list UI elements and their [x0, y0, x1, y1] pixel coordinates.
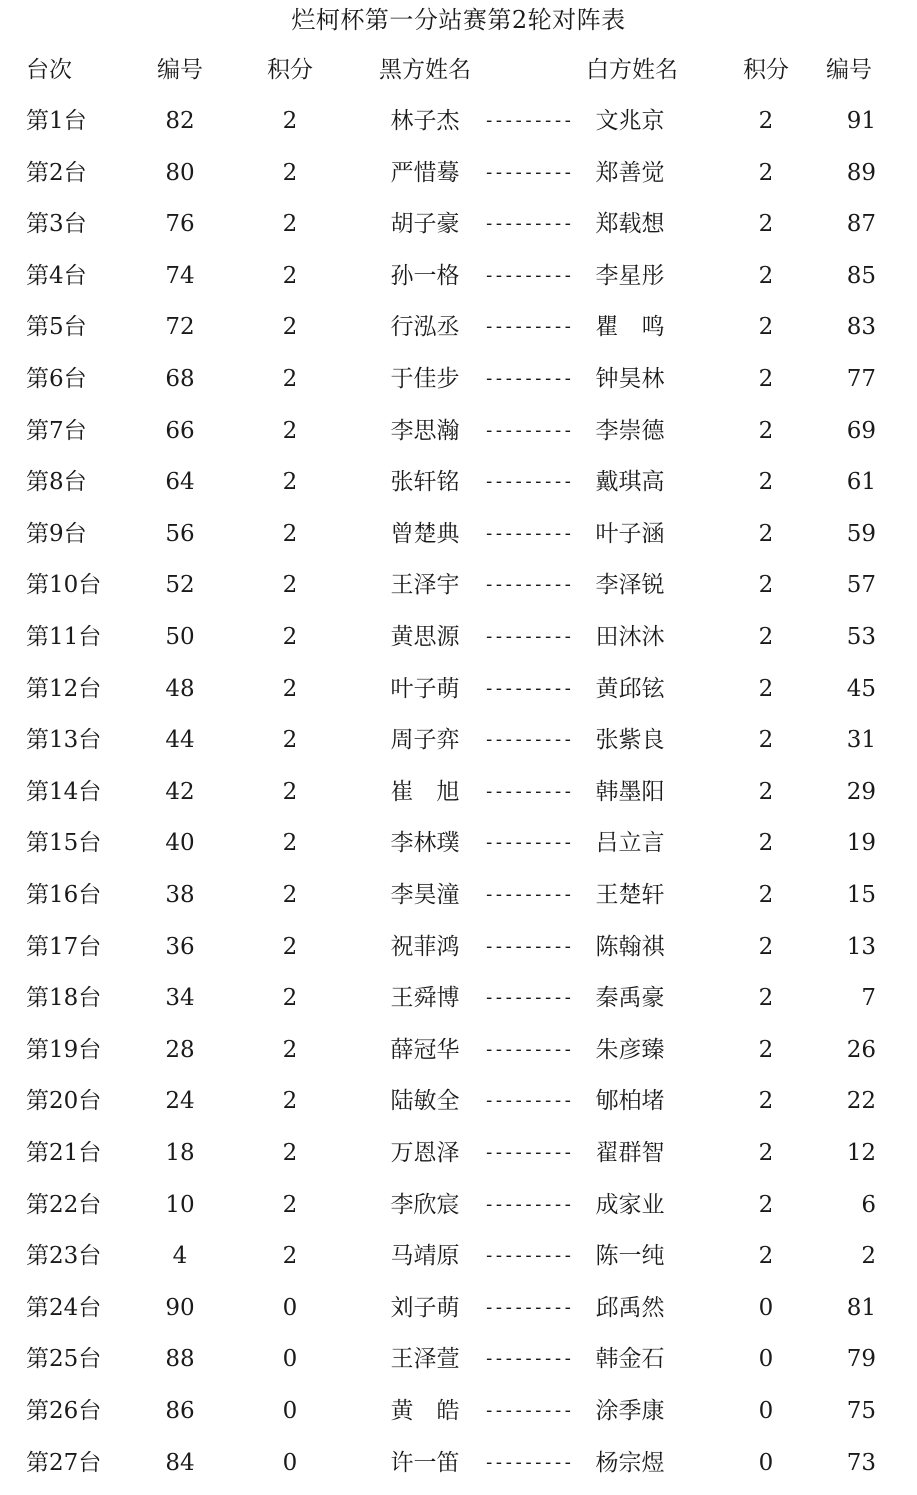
- black-name: 王舜博: [390, 985, 460, 1012]
- versus-separator: ---------: [483, 1400, 573, 1421]
- white-name: 郑善觉: [595, 159, 665, 186]
- white-name: 秦禹豪: [595, 985, 665, 1012]
- white-score: 2: [758, 572, 774, 599]
- header-white-num: 编号: [826, 57, 872, 83]
- white-score: 2: [758, 882, 774, 908]
- versus-separator: ---------: [483, 884, 573, 905]
- white-score: 2: [758, 366, 774, 392]
- black-name: 孙一格: [390, 262, 460, 289]
- header-black-num: 编号: [157, 57, 203, 83]
- table-number: 第19台: [26, 1036, 102, 1063]
- white-name: 邱禹然: [595, 1294, 665, 1321]
- header-white-name: 白方姓名: [586, 57, 678, 83]
- table-number: 第22台: [26, 1191, 102, 1218]
- versus-separator: ---------: [483, 1193, 573, 1215]
- versus-separator: ---------: [483, 626, 573, 647]
- white-score: 2: [758, 778, 774, 805]
- header-black-name: 黑方姓名: [379, 57, 471, 83]
- black-name: 王泽萱: [390, 1346, 460, 1373]
- black-name: 祝菲鸿: [390, 933, 460, 960]
- black-score: 2: [282, 417, 298, 444]
- black-number: 10: [165, 1191, 195, 1218]
- table-header: [0, 50, 917, 90]
- table-number: 第20台: [26, 1088, 102, 1115]
- white-score: 2: [758, 1191, 774, 1218]
- black-number: 4: [172, 1243, 188, 1270]
- table-row: [0, 1391, 917, 1431]
- white-name: 田沐沐: [595, 624, 665, 650]
- table-row: [0, 720, 917, 760]
- versus-separator: ---------: [483, 987, 573, 1009]
- white-score: 2: [758, 314, 774, 341]
- versus-separator: ---------: [483, 161, 573, 183]
- black-score: 0: [282, 1398, 298, 1424]
- table-number: 第23台: [26, 1243, 102, 1270]
- table-number: 第13台: [26, 727, 102, 754]
- black-number: 74: [165, 262, 195, 289]
- table-number: 第11台: [26, 624, 102, 650]
- table-number: 第24台: [26, 1294, 102, 1321]
- table-row: [0, 1236, 917, 1276]
- black-number: 52: [165, 572, 195, 599]
- versus-separator: ---------: [483, 1451, 573, 1473]
- table-row: [0, 875, 917, 915]
- white-name: 叶子涵: [595, 520, 665, 547]
- black-name: 于佳步: [390, 366, 460, 392]
- black-name: 胡子豪: [390, 211, 460, 238]
- versus-separator: ---------: [483, 1142, 573, 1163]
- white-number: 61: [846, 469, 876, 496]
- white-number: 81: [846, 1294, 876, 1321]
- table-row: [0, 927, 917, 967]
- black-number: 76: [165, 211, 195, 238]
- black-name: 曾楚典: [390, 520, 460, 547]
- versus-separator: ---------: [483, 110, 573, 131]
- black-score: 2: [282, 985, 298, 1012]
- black-score: 2: [282, 778, 298, 805]
- black-number: 66: [165, 417, 195, 444]
- black-score: 2: [282, 933, 298, 960]
- versus-separator: ---------: [483, 1296, 573, 1318]
- table-row: [0, 1133, 917, 1173]
- white-number: 85: [846, 262, 876, 289]
- versus-separator: ---------: [483, 574, 573, 596]
- black-name: 张轩铭: [390, 469, 460, 496]
- white-score: 2: [758, 1243, 774, 1270]
- white-name: 韩金石: [595, 1346, 665, 1373]
- black-number: 44: [165, 727, 195, 754]
- black-number: 50: [165, 624, 195, 650]
- black-name: 陆敏全: [390, 1088, 460, 1115]
- versus-separator: ---------: [483, 264, 573, 286]
- table-number: 第1台: [26, 108, 87, 134]
- versus-separator: ---------: [483, 729, 573, 751]
- white-number: 6: [861, 1191, 876, 1218]
- versus-separator: ---------: [483, 677, 573, 699]
- black-score: 2: [282, 469, 298, 496]
- black-name: 薛冠华: [390, 1036, 460, 1063]
- black-name: 叶子萌: [390, 675, 460, 702]
- table-row: [0, 204, 917, 244]
- table-number: 第18台: [26, 985, 102, 1012]
- white-name: 郇柏堵: [595, 1088, 665, 1115]
- table-row: [0, 565, 917, 605]
- black-score: 2: [282, 108, 298, 134]
- white-name: 李泽锐: [595, 572, 665, 599]
- white-score: 2: [758, 1088, 774, 1115]
- versus-separator: ---------: [483, 368, 573, 389]
- versus-separator: ---------: [483, 1348, 573, 1370]
- white-score: 2: [758, 108, 774, 134]
- versus-separator: ---------: [483, 316, 573, 338]
- black-name: 马靖原: [390, 1243, 460, 1270]
- white-score: 2: [758, 520, 774, 547]
- white-score: 0: [758, 1398, 774, 1424]
- black-score: 2: [282, 624, 298, 650]
- black-score: 2: [282, 1140, 298, 1166]
- white-name: 成家业: [595, 1191, 665, 1218]
- black-score: 2: [282, 882, 298, 908]
- white-number: 22: [846, 1088, 876, 1115]
- black-number: 36: [165, 933, 195, 960]
- white-name: 张紫良: [595, 727, 665, 754]
- header-table: 台次: [26, 57, 72, 83]
- versus-separator: ---------: [483, 935, 573, 957]
- white-number: 75: [846, 1398, 876, 1424]
- table-row: [0, 359, 917, 399]
- table-row: [0, 823, 917, 863]
- white-score: 2: [758, 675, 774, 702]
- black-score: 0: [282, 1449, 298, 1476]
- white-score: 2: [758, 1140, 774, 1166]
- black-number: 42: [165, 778, 195, 805]
- table-row: [0, 514, 917, 554]
- white-number: 26: [846, 1036, 876, 1063]
- white-score: 0: [758, 1449, 774, 1476]
- white-name: 涂季康: [595, 1398, 665, 1424]
- black-name: 李林璞: [390, 830, 460, 857]
- white-name: 李星彤: [595, 262, 665, 289]
- white-number: 29: [846, 778, 876, 805]
- white-score: 2: [758, 830, 774, 857]
- white-score: 0: [758, 1346, 774, 1373]
- black-number: 40: [165, 830, 195, 857]
- white-number: 7: [861, 985, 876, 1012]
- white-number: 31: [846, 727, 876, 754]
- black-name: 黄 皓: [390, 1398, 460, 1424]
- white-name: 钟昊林: [595, 366, 665, 392]
- white-score: 2: [758, 1036, 774, 1063]
- table-row: [0, 411, 917, 451]
- white-score: 2: [758, 933, 774, 960]
- table-number: 第7台: [26, 417, 87, 444]
- white-score: 2: [758, 469, 774, 496]
- white-number: 87: [846, 211, 876, 238]
- versus-separator: ---------: [483, 471, 573, 493]
- table-number: 第10台: [26, 572, 102, 599]
- black-score: 0: [282, 1346, 298, 1373]
- table-number: 第27台: [26, 1449, 102, 1476]
- white-name: 郑载想: [595, 211, 665, 238]
- versus-separator: ---------: [483, 1245, 573, 1267]
- white-score: 2: [758, 211, 774, 238]
- black-name: 万恩泽: [390, 1140, 460, 1166]
- black-number: 18: [165, 1140, 195, 1166]
- black-number: 82: [165, 108, 195, 134]
- white-name: 戴琪高: [595, 469, 665, 496]
- table-number: 第3台: [26, 211, 87, 238]
- black-number: 56: [165, 520, 195, 547]
- versus-separator: ---------: [483, 1090, 573, 1112]
- table-row: [0, 617, 917, 657]
- versus-separator: ---------: [483, 213, 573, 235]
- black-score: 0: [282, 1294, 298, 1321]
- table-number: 第8台: [26, 469, 87, 496]
- white-number: 2: [861, 1243, 876, 1270]
- white-number: 19: [846, 830, 876, 857]
- white-score: 2: [758, 159, 774, 186]
- white-name: 李崇德: [595, 417, 665, 444]
- white-number: 59: [846, 520, 876, 547]
- table-row: [0, 1443, 917, 1483]
- table-row: [0, 669, 917, 709]
- table-number: 第12台: [26, 675, 102, 702]
- black-score: 2: [282, 262, 298, 289]
- table-row: [0, 307, 917, 347]
- table-number: 第6台: [26, 366, 87, 392]
- black-number: 38: [165, 882, 195, 908]
- black-number: 68: [165, 366, 195, 392]
- table-row: [0, 153, 917, 193]
- table-number: 第25台: [26, 1346, 102, 1373]
- black-name: 李欣宸: [390, 1191, 460, 1218]
- white-number: 12: [846, 1140, 876, 1166]
- table-row: [0, 978, 917, 1018]
- white-number: 77: [846, 366, 876, 392]
- white-name: 黄邱铉: [595, 675, 665, 702]
- black-number: 34: [165, 985, 195, 1012]
- white-name: 杨宗煜: [595, 1449, 665, 1476]
- black-score: 2: [282, 1036, 298, 1063]
- black-score: 2: [282, 366, 298, 392]
- white-number: 57: [846, 572, 876, 599]
- black-score: 2: [282, 727, 298, 754]
- page-title: 烂柯杯第一分站赛第2轮对阵表: [291, 6, 626, 34]
- white-number: 69: [846, 417, 876, 444]
- black-number: 90: [165, 1294, 195, 1321]
- table-number: 第15台: [26, 830, 102, 857]
- black-number: 48: [165, 675, 195, 702]
- black-number: 80: [165, 159, 195, 186]
- white-name: 朱彦臻: [595, 1036, 665, 1063]
- white-number: 73: [846, 1449, 876, 1476]
- black-score: 2: [282, 314, 298, 341]
- black-score: 2: [282, 520, 298, 547]
- white-number: 83: [846, 314, 876, 341]
- table-row: [0, 1030, 917, 1070]
- versus-separator: ---------: [483, 522, 573, 544]
- table-row: [0, 1185, 917, 1225]
- black-number: 64: [165, 469, 195, 496]
- white-number: 15: [846, 882, 876, 908]
- black-number: 84: [165, 1449, 195, 1476]
- white-score: 0: [758, 1294, 774, 1321]
- black-score: 2: [282, 159, 298, 186]
- header-black-score: 积分: [267, 57, 313, 83]
- white-number: 45: [846, 675, 876, 702]
- versus-separator: ---------: [483, 832, 573, 854]
- white-score: 2: [758, 985, 774, 1012]
- black-score: 2: [282, 1088, 298, 1115]
- black-name: 崔 旭: [390, 778, 460, 805]
- white-name: 瞿 鸣: [595, 314, 665, 341]
- table-row: [0, 1081, 917, 1121]
- white-name: 韩墨阳: [595, 778, 665, 805]
- white-score: 2: [758, 727, 774, 754]
- white-name: 吕立言: [595, 830, 665, 857]
- table-number: 第16台: [26, 882, 102, 908]
- white-number: 79: [846, 1346, 876, 1373]
- white-name: 陈一纯: [595, 1243, 665, 1270]
- table-number: 第2台: [26, 159, 87, 186]
- table-row: [0, 772, 917, 812]
- black-name: 行泓丞: [390, 314, 460, 341]
- table-number: 第5台: [26, 314, 87, 341]
- black-name: 李思瀚: [390, 417, 460, 444]
- black-name: 黄思源: [390, 624, 460, 650]
- versus-separator: ---------: [483, 780, 573, 802]
- white-number: 53: [846, 624, 876, 650]
- table-number: 第26台: [26, 1398, 102, 1424]
- white-score: 2: [758, 417, 774, 444]
- white-score: 2: [758, 624, 774, 650]
- black-score: 2: [282, 1243, 298, 1270]
- header-white-score: 积分: [743, 57, 789, 83]
- black-number: 28: [165, 1036, 195, 1063]
- white-number: 89: [846, 159, 876, 186]
- black-name: 王泽宇: [390, 572, 460, 599]
- black-name: 周子弈: [390, 727, 460, 754]
- white-score: 2: [758, 262, 774, 289]
- black-number: 88: [165, 1346, 195, 1373]
- black-score: 2: [282, 830, 298, 857]
- table-row: [0, 256, 917, 296]
- black-score: 2: [282, 1191, 298, 1218]
- white-name: 文兆京: [595, 108, 665, 134]
- black-name: 李昊潼: [390, 882, 460, 908]
- table-number: 第9台: [26, 520, 87, 547]
- table-number: 第21台: [26, 1140, 102, 1166]
- black-number: 72: [165, 314, 195, 341]
- black-number: 86: [165, 1398, 195, 1424]
- black-score: 2: [282, 572, 298, 599]
- table-row: [0, 462, 917, 502]
- black-name: 林子杰: [390, 108, 460, 134]
- white-name: 翟群智: [595, 1140, 665, 1166]
- black-score: 2: [282, 211, 298, 238]
- versus-separator: ---------: [483, 419, 573, 441]
- black-name: 许一笛: [390, 1449, 460, 1476]
- table-number: 第14台: [26, 778, 102, 805]
- white-number: 13: [846, 933, 876, 960]
- white-number: 91: [846, 108, 876, 134]
- table-row: [0, 1288, 917, 1328]
- black-name: 刘子萌: [390, 1294, 460, 1321]
- black-score: 2: [282, 675, 298, 702]
- black-number: 24: [165, 1088, 195, 1115]
- white-name: 陈翰祺: [595, 933, 665, 960]
- versus-separator: ---------: [483, 1038, 573, 1060]
- white-name: 王楚轩: [595, 882, 665, 908]
- black-name: 严惜蓦: [390, 159, 460, 186]
- table-number: 第17台: [26, 933, 102, 960]
- table-row: [0, 101, 917, 141]
- table-number: 第4台: [26, 262, 87, 289]
- table-row: [0, 1339, 917, 1379]
